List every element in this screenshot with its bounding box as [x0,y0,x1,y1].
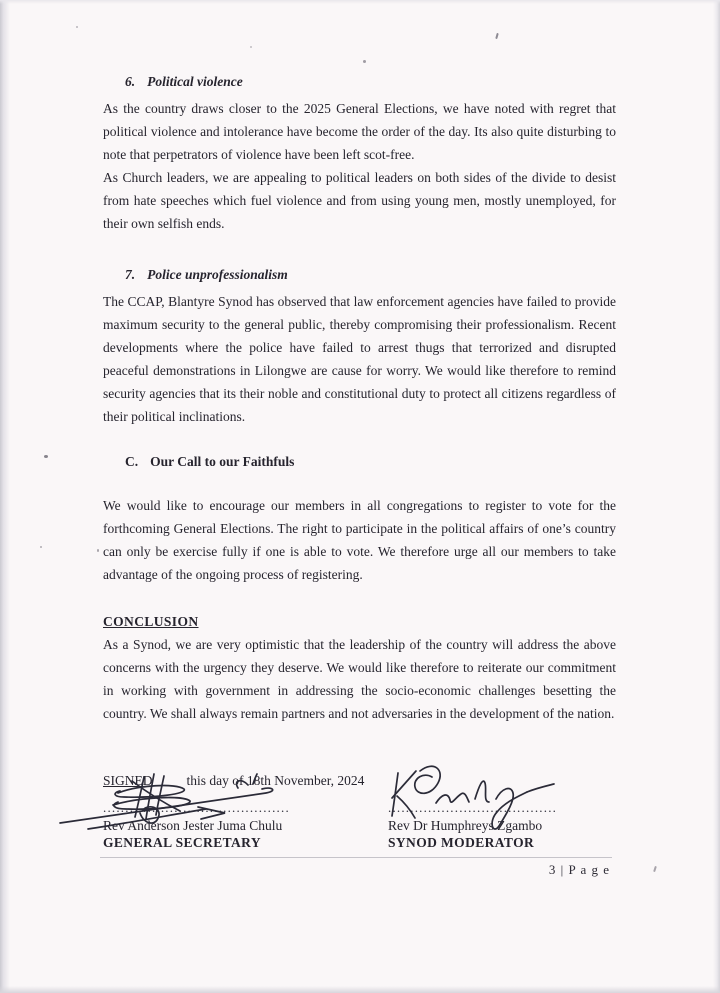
section-heading [125,450,616,473]
scan-speck [76,26,78,28]
document-body [103,70,616,852]
scan-speck [40,546,42,548]
section-heading [125,70,616,93]
scan-edge-bottom [0,986,720,993]
scan-speck [653,866,657,872]
signatory-name: Rev Anderson Jester Juma Chulu [103,818,283,833]
signatory-title: GENERAL SECRETARY [103,835,261,850]
paragraph: We would like to encourage our members in all congregations to register to vote for the forthcoming General Elections. The right to participate in the political affairs of one’s country can only be exercise fully if one is able to vote. We therefore urge all our members to take advantage of the ongoing process of registering. [103,498,616,582]
section-number: C. [125,454,139,469]
section-number: 7. [125,267,136,282]
scan-speck [44,455,48,458]
scan-edge-left [0,0,10,993]
section-title: Political violence [147,74,243,89]
synod-moderator-column [388,801,616,852]
scan-edge-right [713,0,720,993]
page-footer [100,857,612,878]
scan-speck [250,46,252,48]
signatory-name: Rev Dr Humphreys Zgambo [388,818,543,833]
paragraph: The CCAP, Blantyre Synod has observed that law enforcement agencies have failed to provide maximum security to the general public, thereby compromising their professionalism. Recent developments where the police have failed to arrest thugs that terrorized and disrupted peaceful demonstrations in Lilongwe are cause for worry. We would like therefore to remind security agencies that its their noble and constitutional duty to protect all citizens regardless of their political inclinations. [103,294,616,424]
signatory-title: SYNOD MODERATOR [388,835,535,850]
section-call-to-faithfuls [103,450,616,586]
general-secretary-column [103,801,388,852]
section-police-unprofessionalism [103,263,616,428]
section-heading [125,263,616,286]
paragraph: As a Synod, we are very optimistic that the leadership of the country will address the above concerns with the urgency they deserve. We would like therefore to reiterate our commitment in working with government in addressing the socio-economic challenges besetting the country. We shall always remain partners and not adversaries in the development of the nation. [103,637,616,721]
signed-label: SIGNED [103,773,153,788]
paragraph: As Church leaders, we are appealing to political leaders on both sides of the divide to desist from hate speeches which fuel violence and from using young men, mostly unemployed, for their own selfish ends. [103,170,616,231]
signature-date-row [103,769,616,792]
signature-date: this day of 18th November, 2024 [186,773,365,788]
scan-speck [363,60,366,63]
scan-speck [495,33,499,39]
page-number: 3 | P a g e [548,862,610,877]
footer-rule [100,857,612,858]
signature-block [103,769,616,852]
signature-dotted-line: .......................................... [103,801,290,815]
signature-columns [103,801,616,852]
scan-speck [97,549,99,552]
section-number: 6. [125,74,136,89]
section-conclusion [103,610,616,725]
section-title: Police unprofessionalism [147,267,288,282]
section-title: Our Call to our Faithfuls [150,454,295,469]
paragraph: As the country draws closer to the 2025 General Elections, we have noted with regret that political violence and intolerance have become the order of the day. Its also quite disturbing to note that perpetrators of violence have been left scot-free. [103,101,616,162]
scan-edge-top [0,0,720,4]
signature-dotted-line: ...................................... [388,801,558,815]
section-political-violence [103,70,616,235]
conclusion-heading: CONCLUSION [103,614,199,629]
